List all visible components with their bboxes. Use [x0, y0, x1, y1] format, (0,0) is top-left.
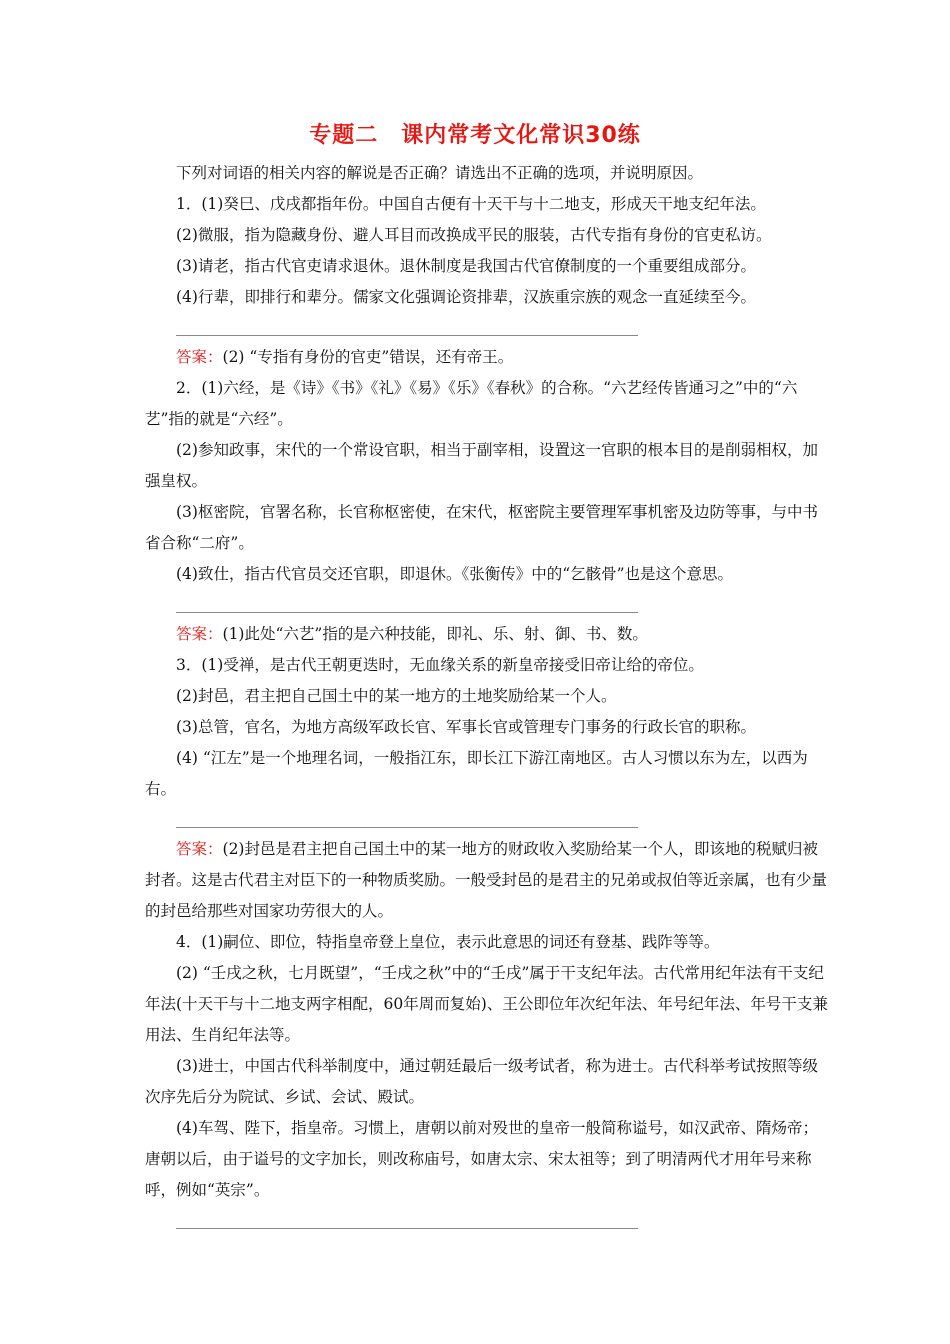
question-item: (3)总管，官名，为地方高级军政长官、军事长官或管理专门事务的行政长官的职称。 [176, 718, 756, 736]
question-item: (3)枢密院，官署名称，长官称枢密使，在宋代，枢密院主要管理军事机密及边防等事，与中书省合称“二府”。 [145, 503, 818, 552]
question-item: 4．(1)嗣位、即位，特指皇帝登上皇位，表示此意思的词还有登基、践阼等等。 [176, 933, 720, 951]
question-item: (2)微服，指为隐藏身份、避人耳目而改换成平民的服装，古代专指有身份的官吏私访。 [176, 226, 772, 244]
question-4 [145, 927, 830, 1229]
answer-text: (2) “专指有身份的官吏”错误，还有帝王。 [222, 348, 514, 366]
question-item: (4)车驾、陛下，指皇帝。习惯上，唐朝以前对殁世的皇帝一般简称谥号，如汉武帝、隋炀帝；唐朝以后，由于谥号的文字加长，则改称庙号，如唐太宗、宋太祖等；到了明清两代才用年号来称呼，例如“英宗”。 [145, 1119, 818, 1199]
page-title: 专题二 课内常考文化常识30练 [309, 123, 641, 148]
answer-label: 答案： [176, 840, 223, 858]
question-item: (2)封邑，君主把自己国土中的某一地方的土地奖励给某一个人。 [176, 687, 617, 705]
answer [145, 619, 830, 650]
answer [145, 342, 830, 373]
question-item: 2．(1)六经，是《诗》《书》《礼》《易》《乐》《春秋》的合称。“六艺经传皆通习之”中的“六艺”指的就是“六经”。 [145, 379, 798, 428]
instructions: 下列对词语的相关内容的解说是否正确？请选出不正确的选项，并说明原因。 [176, 164, 704, 182]
answer-divider [176, 1228, 638, 1229]
answer [145, 834, 830, 927]
question-1 [145, 189, 830, 373]
question-item: (2) “壬戌之秋，七月既望”，“壬戌之秋”中的“壬戌”属于干支纪年法。古代常用纪年法有干支纪年法(十天干与十二地支两字相配，60年周而复始)、王公即位年次纪年法、年号纪年法、年号干支兼用法、生肖纪年法等。 [145, 964, 828, 1044]
question-item: (3)进士，中国古代科举制度中，通过朝廷最后一级考试者，称为进士。古代科举考试按照等级次序先后分为院试、乡试、会试、殿试。 [145, 1057, 818, 1106]
answer-label: 答案： [176, 348, 223, 366]
question-item: 1．(1)癸巳、戊戌都指年份。中国自古便有十天干与十二地支，形成天干地支纪年法。 [176, 195, 766, 213]
answer-divider [176, 335, 638, 336]
question-3 [145, 650, 830, 927]
question-item: (4) “江左”是一个地理名词，一般指江东，即长江下游江南地区。古人习惯以东为左，以西为右。 [145, 749, 808, 798]
answer-divider [176, 827, 638, 828]
document-body [145, 158, 830, 1235]
question-item: (4)行辈，即排行和辈分。儒家文化强调论资排辈，汉族重宗族的观念一直延续至今。 [176, 288, 756, 306]
question-2 [145, 373, 830, 650]
answer-divider [176, 612, 638, 613]
answer-text: (2)封邑是君主把自己国土中的某一地方的财政收入奖励给某一个人，即该地的税赋归被封者。这是古代君主对臣下的一种物质奖励。一般受封邑的是君主的兄弟或叔伯等近亲属，也有少量的封邑给那些对国家功劳很大的人。 [145, 840, 828, 920]
question-item: (2)参知政事，宋代的一个常设官职，相当于副宰相，设置这一官职的根本目的是削弱相权，加强皇权。 [145, 441, 818, 490]
answer-text: (1)此处“六艺”指的是六种技能，即礼、乐、射、御、书、数。 [222, 625, 648, 643]
question-item: 3．(1)受禅，是古代王朝更迭时，无血缘关系的新皇帝接受旧帝让给的帝位。 [176, 656, 704, 674]
answer-label: 答案： [176, 625, 223, 643]
question-item: (3)请老，指古代官吏请求退休。退休制度是我国古代官僚制度的一个重要组成部分。 [176, 257, 756, 275]
question-item: (4)致仕，指古代官员交还官职，即退休。《张衡传》中的“乞骸骨”也是这个意思。 [176, 565, 734, 583]
